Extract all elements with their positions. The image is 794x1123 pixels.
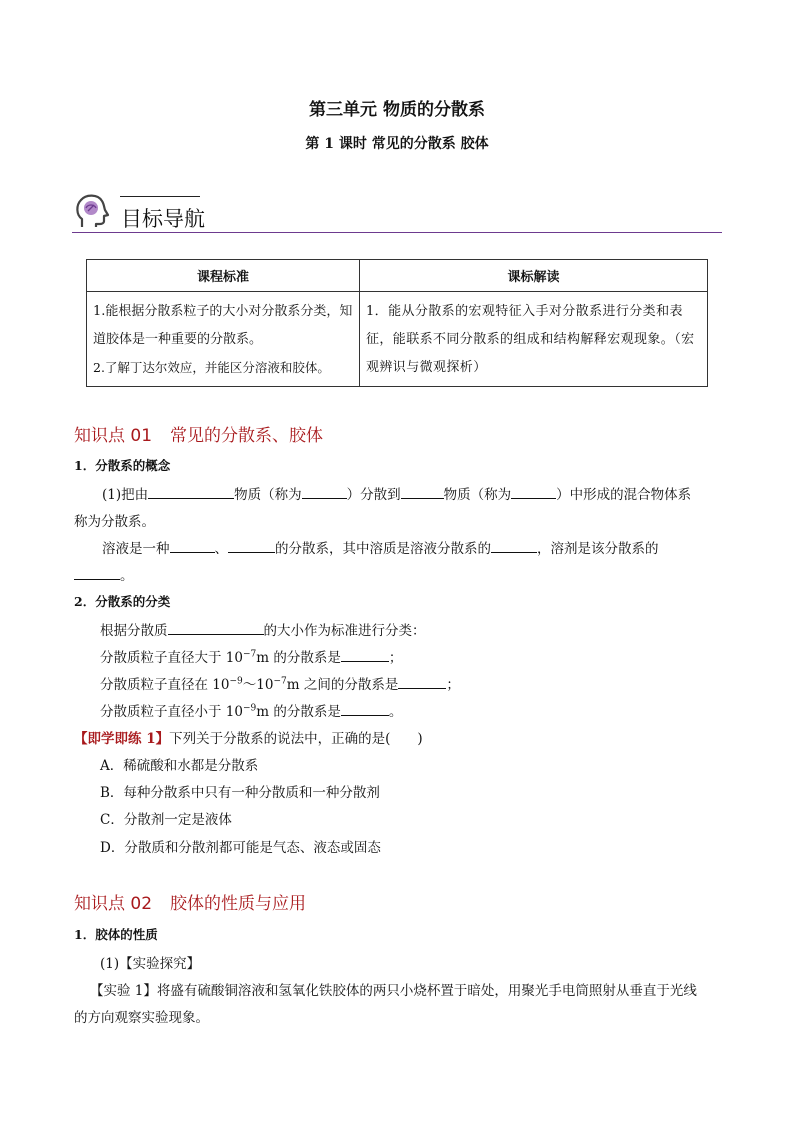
fill-blank bbox=[401, 485, 444, 499]
text: 的大小作为标准进行分类： bbox=[263, 623, 426, 639]
kp2-number: 知识点 02 bbox=[74, 894, 153, 914]
section-title: 1．分散系的概念 bbox=[74, 458, 171, 473]
fill-blank bbox=[302, 485, 347, 499]
option-c: C．分散剂一定是液体 bbox=[100, 812, 232, 828]
kp1-heading bbox=[74, 421, 323, 446]
section-title: 2．分散系的分类 bbox=[74, 594, 171, 609]
text: ； bbox=[446, 677, 460, 693]
unit-title: 第三单元 物质的分散系 bbox=[309, 100, 485, 120]
text: ）中形成的混合物体系 bbox=[556, 487, 692, 503]
text: ～10 bbox=[242, 677, 274, 693]
exponent: −7 bbox=[273, 676, 287, 687]
text: ）分散到 bbox=[346, 487, 401, 503]
text: 物质（称为 bbox=[234, 487, 302, 503]
text: 。 bbox=[388, 704, 403, 720]
text: 根据分散质 bbox=[100, 623, 168, 639]
text: 的分散系，其中溶质是溶液分散系的 bbox=[275, 541, 491, 557]
exercise-tag: 【即学即练 1】 bbox=[74, 731, 170, 747]
fill-blank bbox=[170, 539, 215, 553]
option-b: B．每种分散系中只有一种分散质和一种分散剂 bbox=[100, 785, 380, 801]
fill-blank bbox=[228, 539, 275, 553]
text: 、 bbox=[214, 541, 228, 557]
exponent: −7 bbox=[242, 649, 257, 660]
experiment-text: 【实验 1】将盛有硫酸铜溶液和氢氧化铁胶体的两只小烧杯置于暗处，用聚光手电筒照射从垂直于光线 bbox=[90, 983, 697, 999]
fill-blank bbox=[148, 485, 234, 499]
fill-blank bbox=[341, 648, 389, 662]
paragraph bbox=[102, 537, 659, 557]
text: m 之间的分散系是 bbox=[286, 677, 399, 693]
standard-item: 2.了解丁达尔效应，并能区分溶液和胶体。 bbox=[93, 360, 330, 375]
fill-blank bbox=[491, 539, 537, 553]
experiment-text: 的方向观察实验现象。 bbox=[74, 1010, 209, 1026]
text: 分散质粒子直径在 10 bbox=[100, 677, 230, 693]
text: 。 bbox=[120, 568, 134, 584]
fill-blank bbox=[74, 566, 120, 580]
text: (1)把由 bbox=[102, 487, 149, 503]
kp2-title: 胶体的性质与应用 bbox=[170, 894, 307, 914]
lesson-title: 第 1 课时 常见的分散系 胶体 bbox=[305, 136, 489, 152]
fill-blank bbox=[168, 621, 264, 635]
exercise-prompt bbox=[74, 727, 423, 747]
head-brain-icon bbox=[72, 191, 112, 231]
fill-blank bbox=[511, 485, 556, 499]
text: m 的分散系是 bbox=[256, 704, 341, 720]
paragraph bbox=[102, 483, 691, 503]
col-header-interpretation: 课标解读 bbox=[360, 260, 708, 292]
standard-cell bbox=[87, 292, 360, 387]
nav-divider bbox=[72, 232, 722, 233]
subsection-title: (1)【实验探究】 bbox=[100, 956, 201, 972]
col-header-standard: 课程标准 bbox=[87, 260, 360, 292]
interpretation-item: 1．能从分散系的宏观特征入手对分散系进行分类和表征，能联系不同分散系的组成和结构解释宏观现象。（宏观辨识与微观探析） bbox=[366, 304, 695, 375]
paragraph: 称为分散系。 bbox=[74, 514, 155, 530]
option-a: A．稀硫酸和水都是分散系 bbox=[100, 758, 259, 774]
interpretation-cell bbox=[360, 292, 708, 387]
nav-title: 目标导航 bbox=[121, 207, 205, 231]
standards-table bbox=[86, 259, 708, 387]
kp2-heading bbox=[74, 889, 306, 914]
text: 物质（称为 bbox=[443, 487, 512, 503]
paragraph bbox=[100, 619, 426, 639]
option-d: D．分散质和分散剂都可能是气态、液态或固态 bbox=[100, 840, 381, 856]
kp1-number: 知识点 01 bbox=[74, 426, 153, 446]
fill-blank bbox=[341, 702, 389, 716]
standard-item: 1.能根据分散系粒子的大小对分散系分类，知道胶体是一种重要的分散系。 bbox=[93, 304, 353, 347]
text: 溶液是一种 bbox=[102, 541, 170, 557]
exercise-question: 下列关于分散系的说法中，正确的是( ) bbox=[169, 731, 423, 747]
text: ； bbox=[388, 650, 403, 666]
text: ，溶剂是该分散系的 bbox=[537, 541, 659, 557]
size-rule-line bbox=[100, 700, 402, 720]
nav-top-rule bbox=[120, 196, 200, 197]
exponent: −9 bbox=[242, 703, 257, 714]
size-rule-line bbox=[100, 673, 460, 693]
exponent: −9 bbox=[229, 676, 243, 687]
text: 分散质粒子直径大于 10 bbox=[100, 650, 243, 666]
size-rule-line bbox=[100, 646, 402, 666]
text: m 的分散系是 bbox=[256, 650, 341, 666]
kp1-title: 常见的分散系、胶体 bbox=[170, 426, 324, 446]
paragraph bbox=[74, 564, 134, 584]
section-title: 1．胶体的性质 bbox=[74, 927, 158, 942]
text: 分散质粒子直径小于 10 bbox=[100, 704, 243, 720]
fill-blank bbox=[398, 675, 446, 689]
